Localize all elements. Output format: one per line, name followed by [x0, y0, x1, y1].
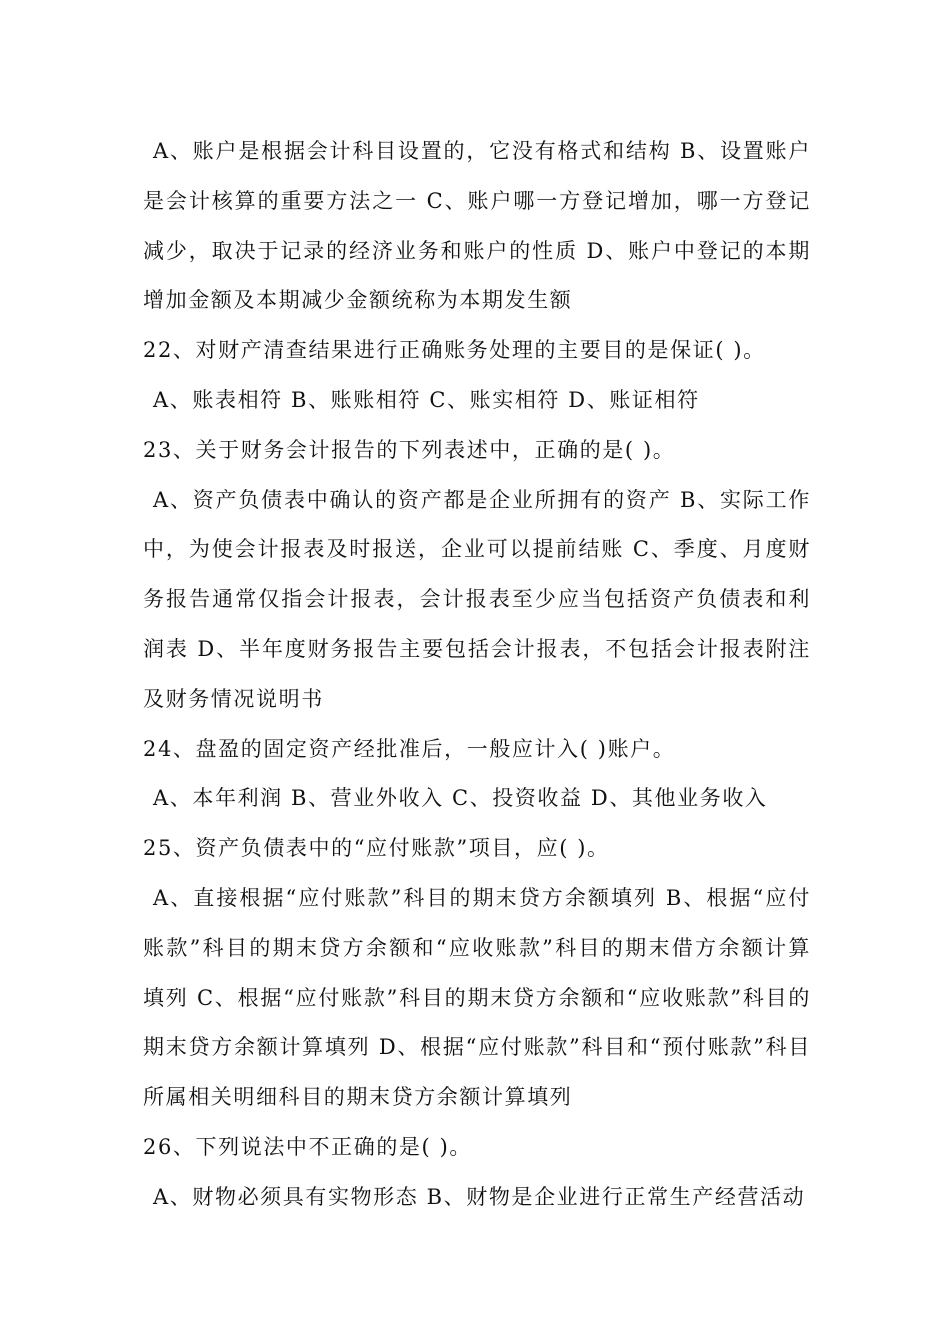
- q22-options: A、账表相符 B、账账相符 C、账实相符 D、账证相符: [153, 387, 700, 412]
- q26-question: 26、下列说法中不正确的是( )。: [143, 1134, 472, 1159]
- document-body: [143, 127, 811, 1223]
- q26-options: A、财物必须具有实物形态 B、财物是企业进行正常生产经营活动: [153, 1184, 806, 1209]
- q24-options: A、本年利润 B、营业外收入 C、投资收益 D、其他业务收入: [153, 786, 768, 811]
- q25-question: 25、资产负债表中的“应付账款”项目，应( )。: [143, 836, 610, 861]
- q25-options: A、直接根据“应付账款”科目的期末贷方余额填列 B、根据“应付账款”科目的期末贷方余额和“应收账款”科目的期末借方余额计算填列 C、根据“应付账款”科目的期末贷方余额和“应收账款”科目的期末贷方余额计算填列 D、根据“应付账款”科目和“预付账款”科目所属相关明细科目的期末贷方余额计算填列: [143, 885, 811, 1110]
- q24-question: 24、盘盈的固定资产经批准后，一般应计入( )账户。: [143, 736, 676, 761]
- q23-question: 23、关于财务会计报告的下列表述中，正确的是( )。: [143, 437, 676, 462]
- q23-options: A、资产负债表中确认的资产都是企业所拥有的资产 B、实际工作中，为使会计报表及时报送，企业可以提前结账 C、季度、月度财务报告通常仅指会计报表，会计报表至少应当包括资产负债表和利润表 D、半年度财务报告主要包括会计报表，不包括会计报表附注及财务情况说明书: [143, 487, 811, 711]
- q22-question: 22、对财产清查结果进行正确账务处理的主要目的是保证( )。: [143, 338, 766, 363]
- q21-options: A、账户是根据会计科目设置的，它没有格式和结构 B、设置账户是会计核算的重要方法之一 C、账户哪一方登记增加，哪一方登记减少，取决于记录的经济业务和账户的性质 D、账户中登记的本期增加金额及本期减少金额统称为本期发生额: [143, 139, 811, 313]
